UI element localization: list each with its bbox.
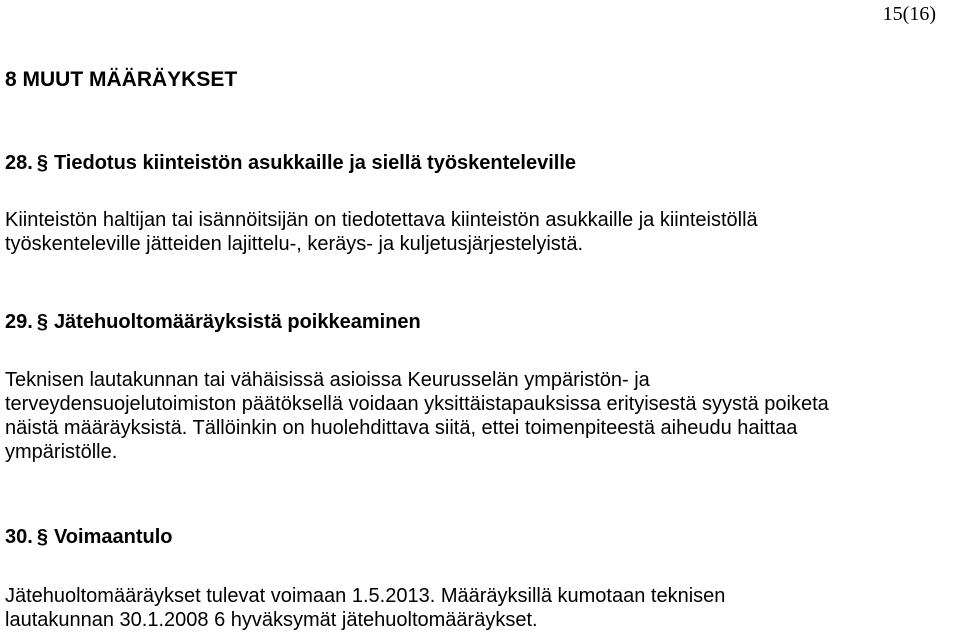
section-heading-29 [5, 309, 421, 335]
section-paragraph-29 [5, 368, 955, 464]
section-number: 29. [5, 311, 33, 333]
paragraph-line: Kiinteistön haltijan tai isännöitsijän on tiedotettava kiinteistön asukkaille ja kiinteistöllä [5, 209, 758, 231]
paragraph-line: lautakunnan 30.1.2008 6 hyväksymät jätehuoltomääräykset. [5, 609, 538, 631]
paragraph-line: näistä määräyksistä. Tällöinkin on huolehdittava siitä, ettei toimenpiteestä aiheudu haittaa [5, 417, 798, 439]
section-heading-28 [5, 150, 576, 176]
paragraph-line: terveydensuojelutoimiston päätöksellä voidaan yksittäistapauksissa erityisestä syystä poiketa [5, 393, 829, 415]
paragraph-line: työskenteleville jätteiden lajittelu-, keräys- ja kuljetusjärjestelyistä. [5, 233, 584, 255]
section-symbol: § [36, 152, 48, 174]
section-number: 28. [5, 152, 33, 174]
section-number: 30. [5, 526, 33, 548]
section-paragraph-30 [5, 584, 955, 632]
section-heading-30 [5, 524, 172, 550]
section-title: Voimaantulo [53, 526, 173, 548]
section-title: Jätehuoltomääräyksistä poikkeaminen [53, 311, 421, 333]
section-symbol: § [36, 526, 48, 548]
paragraph-line: Teknisen lautakunnan tai vähäisissä asioissa Keurusselän ympäristön- ja [5, 369, 650, 391]
section-symbol: § [36, 311, 48, 333]
section-title: Tiedotus kiinteistön asukkaille ja siellä työskenteleville [53, 152, 577, 174]
chapter-heading: 8 MUUT MÄÄRÄYKSET [5, 68, 238, 91]
paragraph-line: Jätehuoltomääräykset tulevat voimaan 1.5.2013. Määräyksillä kumotaan teknisen [5, 585, 726, 607]
section-paragraph-28 [5, 208, 955, 256]
page-number: 15(16) [882, 3, 936, 25]
paragraph-line: ympäristölle. [5, 441, 118, 463]
